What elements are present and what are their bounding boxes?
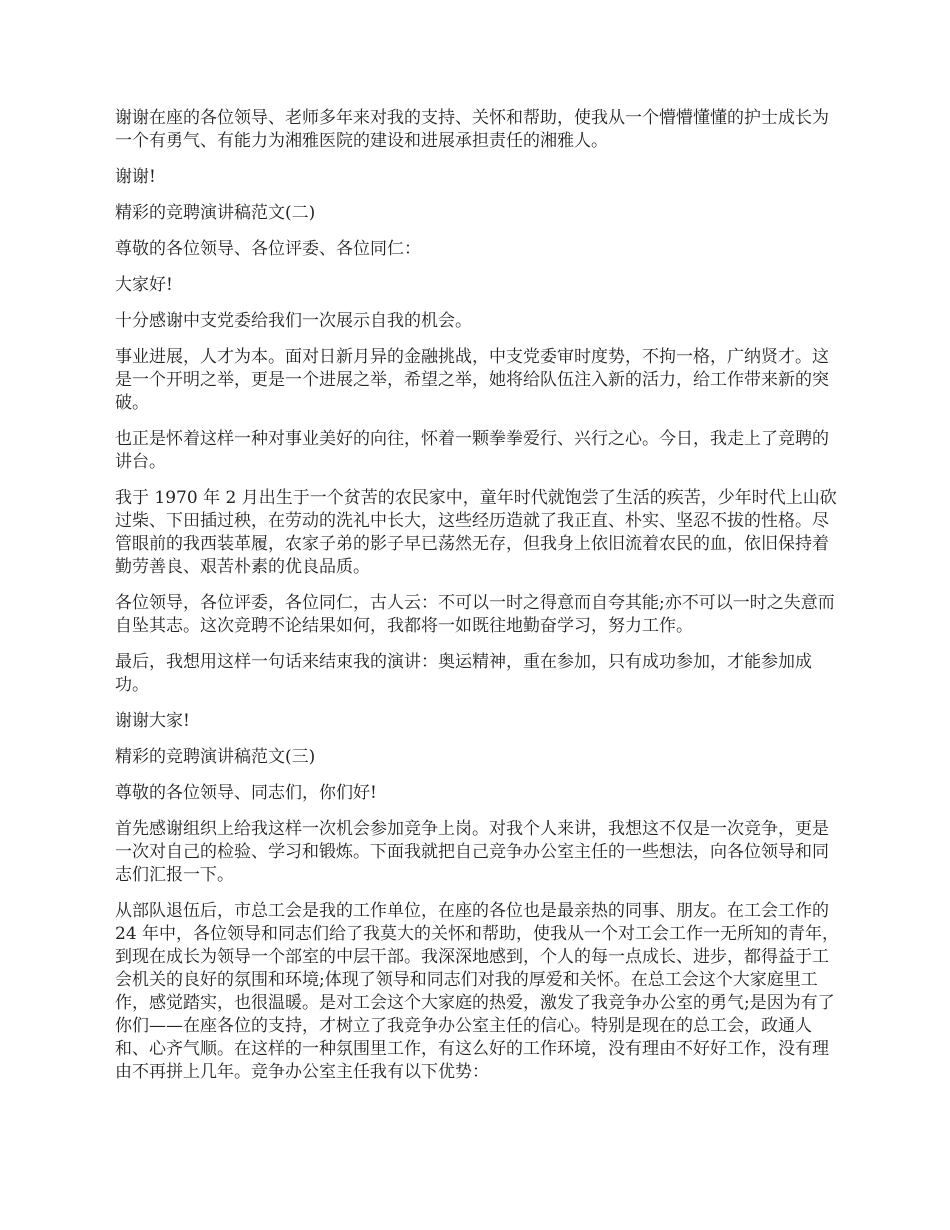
- paragraph-hello: 大家好!: [115, 275, 173, 295]
- paragraph-gratitude: 十分感谢中支党委给我们一次展示自我的机会。: [115, 311, 472, 331]
- section-heading-2: 精彩的竞聘演讲稿范文(二): [115, 203, 316, 223]
- document-body: [115, 107, 842, 1097]
- paragraph-podium: 也正是怀着这样一种对事业美好的向往，怀着一颗拳拳爱行、兴行之心。今日，我走上了竞聘的讲台。: [115, 429, 829, 472]
- paragraph-opportunity: 首先感谢组织上给我这样一次机会参加竞争上岗。对我个人来讲，我想这不仅是一次竞争，更是一次对自己的检验、学习和锻炼。下面我就把自己竞争办公室主任的一些想法，向各位领导和同志们汇报一下。: [115, 819, 829, 885]
- paragraph-experience: 从部队退伍后，市总工会是我的工作单位，在座的各位也是最亲热的同事、朋友。在工会工作的 24 年中，各位领导和同志们给了我莫大的关怀和帮助，使我从一个对工会工作一无所知的青年，到现在成长为领导一个部室的中层干部。我深深地感到，个人的每一点成长、进步，都得益于工会机关的良好的氛围和环境;体现了领导和同志们对我的厚爱和关怀。在总工会这个大家庭里工作，感觉踏实，也很温暖。是对工会这个大家庭的热爱，激发了我竞争办公室的勇气;是因为有了你们——在座各位的支持，才树立了我竞争办公室主任的信心。特别是现在的总工会，政通人和、心齐气顺。在这样的一种氛围里工作，有这么好的工作环境，没有理由不好好工作，没有理由不再拼上几年。竞争办公室主任我有以下优势：: [115, 901, 840, 1082]
- section-heading-3: 精彩的竞聘演讲稿范文(三): [115, 747, 316, 767]
- paragraph-thank-you: 谢谢!: [115, 167, 156, 187]
- paragraph-greeting-3: 尊敬的各位领导、同志们，你们好!: [115, 783, 377, 803]
- paragraph-background: 我于 1970 年 2 月出生于一个贫苦的农民家中，童年时代就饱尝了生活的疾苦，少年时代上山砍过柴、下田插过秧，在劳动的洗礼中长大，这些经历造就了我正直、朴实、坚忍不拔的性格。尽管眼前的我西装革履，农家子弟的影子早已荡然无存，但我身上依旧流着农民的血，依旧保持着勤劳善良、艰苦朴素的优良品质。: [115, 488, 837, 577]
- paragraph-thanks-all: 谢谢大家!: [115, 711, 190, 731]
- paragraph-talent: 事业进展，人才为本。面对日新月异的金融挑战，中支党委审时度势，不拘一格，广纳贤才。这是一个开明之举，更是一个进展之举，希望之举，她将给队伍注入新的活力，给工作带来新的突破。: [115, 347, 829, 413]
- paragraph-thanks-support: 谢谢在座的各位领导、老师多年来对我的支持、关怀和帮助，使我从一个懵懵懂懂的护士成长为一个有勇气、有能力为湘雅医院的建设和进展承担责任的湘雅人。: [115, 108, 829, 151]
- paragraph-greeting: 尊敬的各位领导、各位评委、各位同仁：: [115, 239, 421, 259]
- paragraph-closing: 最后，我想用这样一句话来结束我的演讲：奥运精神，重在参加，只有成功参加，才能参加成功。: [115, 652, 812, 695]
- paragraph-ancient-saying: 各位领导，各位评委，各位同仁，古人云：不可以一时之得意而自夸其能;亦不可以一时之失意而自坠其志。这次竞聘不论结果如何，我都将一如既往地勤奋学习，努力工作。: [115, 593, 835, 636]
